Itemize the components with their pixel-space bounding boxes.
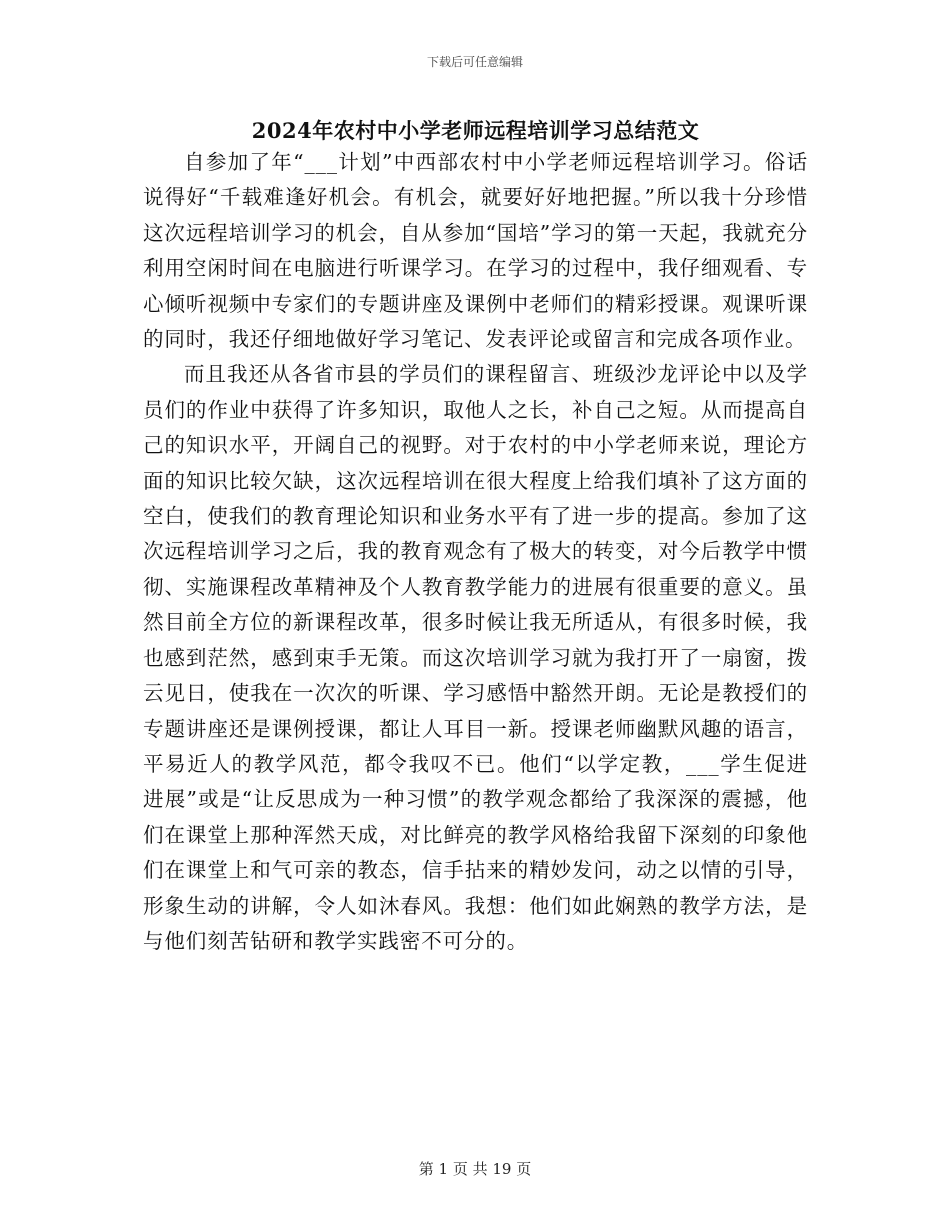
body-paragraph: 而且我还从各省市县的学员们的课程留言、班级沙龙评论中以及学员们的作业中获得了许多知识，取他人之长，补自己之短。从而提高自己的知识水平，开阔自己的视野。对于农村的中小学老师来说，理论方面的知识比较欠缺，这次远程培训在很大程度上给我们填补了这方面的空白，使我们的教育理论知识和业务水平有了进一步的提高。参加了这次远程培训学习之后，我的教育观念有了极大的转变，对今后教学中惯彻、实施课程改革精神及个人教育教学能力的进展有很重要的意义。虽然目前全方位的新课程改革，很多时候让我无所适从，有很多时候，我也感到茫然，感到束手无策。而这次培训学习就为我打开了一扇窗，拨云见日，使我在一次次的听课、学习感悟中豁然开朗。无论是教授们的专题讲座还是课例授课，都让人耳目一新。授课老师幽默风趣的语言，平易近人的教学风范，都令我叹不已。他们“以学定教，___学生促进进展”或是“让反思成为一种习惯”的教学观念都给了我深深的震撼，他们在课堂上那种浑然天成，对比鲜亮的教学风格给我留下深刻的印象他们在课堂上和气可亲的教态，信手拈来的精妙发问，动之以情的引导，形象生动的讲解，令人如沐春风。我想：他们如此娴熟的教学方法，是与他们刻苦钻研和教学实践密不可分的。	[143, 362, 808, 953]
page-header: 下载后可任意编辑	[426, 55, 523, 69]
page-number: 第 1 页 共 19 页	[418, 1160, 532, 1178]
document-title: 2024年农村中小学老师远程培训学习总结范文	[251, 118, 700, 143]
body-paragraph: 自参加了年“___计划”中西部农村中小学老师远程培训学习。俗话说得好“千载难逢好机会。有机会，就要好好地把握。”所以我十分珍惜这次远程培训学习的机会，自从参加“国培”学习的第一天起，我就充分利用空闲时间在电脑进行听课学习。在学习的过程中，我仔细观看、专心倾听视频中专家们的专题讲座及课例中老师们的精彩授课。观课听课的同时，我还仔细地做好学习笔记、发表评论或留言和完成各项作业。	[143, 150, 808, 352]
document-body	[143, 145, 808, 959]
